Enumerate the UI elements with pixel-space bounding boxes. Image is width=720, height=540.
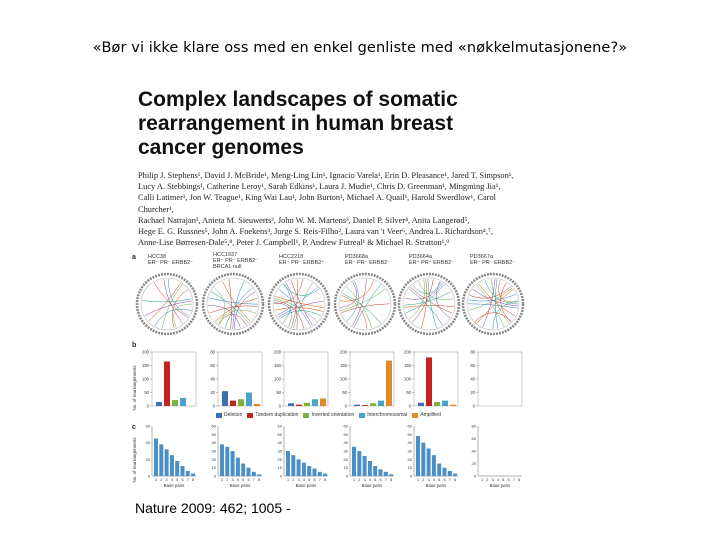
y-tick-label: 100 <box>404 376 411 382</box>
x-tick-label: 8 <box>192 478 195 482</box>
y-tick-label: 150 <box>340 363 347 368</box>
histogram-bar <box>384 472 388 476</box>
x-tick-label: 3 <box>491 478 494 482</box>
bar <box>222 391 228 406</box>
legend-label: Inverted orientation <box>311 412 355 418</box>
x-tick-label: 3 <box>165 478 168 482</box>
y-tick-label: 50 <box>277 431 282 437</box>
legend-swatch <box>359 413 365 418</box>
author-line: Lucy A. Stebbings¹, Catherine Leroy¹, Sarah Edkins¹, Laura J. Mudie¹, Chris D. Greenman¹, Mingming Jia¹, <box>138 182 501 192</box>
y-tick-label: 0 <box>212 403 215 409</box>
histogram-bar <box>421 443 425 476</box>
x-tick-label: 3 <box>297 478 300 482</box>
y-tick-label: 200 <box>404 349 411 355</box>
y-tick-label: 0 <box>408 403 411 409</box>
panel-label-b: b <box>132 342 137 349</box>
sample-name: PD3664a <box>409 254 432 260</box>
bar <box>246 393 252 407</box>
histogram-bar <box>302 463 306 476</box>
bar <box>230 401 236 406</box>
x-tick-label: 3 <box>363 478 366 482</box>
panel-label-a: a <box>132 254 136 261</box>
x-tick-label: 8 <box>324 478 327 482</box>
x-tick-label: 1 <box>352 478 356 482</box>
slide-title: «Bør vi ikke klare oss med en enkel genliste med «nøkkelmutasjonene?» <box>92 40 628 56</box>
y-tick-label: 0 <box>345 473 348 479</box>
x-tick-label: 5 <box>374 478 377 482</box>
sample-status: ER⁺ PR⁺ ERBB2⁻ <box>409 260 455 266</box>
sample-status: ER⁻ PR⁻ ERBB2⁻ <box>345 260 391 266</box>
y-tick-label: 30 <box>211 448 216 454</box>
x-tick-label: 2 <box>422 478 425 482</box>
paper-figure <box>128 248 528 498</box>
citation: Nature 2009: 462; 1005 - <box>135 500 291 516</box>
y-tick-label: 40 <box>211 440 216 446</box>
bar <box>320 398 326 406</box>
y-tick-label: 200 <box>142 349 149 355</box>
x-tick-label: 1 <box>220 478 224 482</box>
x-axis-label: Base pairs <box>229 483 251 488</box>
legend-item <box>216 412 242 418</box>
x-tick-label: 1 <box>416 478 420 482</box>
sample-status: ER⁻ PR⁻ ERBB2⁻ <box>470 260 516 266</box>
x-tick-label: 8 <box>454 478 457 482</box>
bar-plot-frame <box>284 352 328 406</box>
x-tick-label: 8 <box>390 478 393 482</box>
y-tick-label: 30 <box>277 448 282 454</box>
histogram-bar <box>225 447 229 476</box>
y-tick-label: 40 <box>470 376 475 382</box>
histogram-bar <box>379 469 383 476</box>
y-tick-label: 60 <box>210 363 215 368</box>
y-tick-label: 10 <box>277 465 282 471</box>
x-tick-label: 2 <box>160 478 163 482</box>
y-tick-label: 60 <box>145 423 150 429</box>
bar <box>254 404 260 406</box>
x-tick-label: 1 <box>480 478 484 482</box>
x-tick-label: 7 <box>448 478 451 482</box>
b-ylabel: No. of rearrangements <box>132 365 137 411</box>
bar <box>442 401 448 406</box>
histogram-bar <box>313 469 317 477</box>
panel-label-c: c <box>132 424 136 431</box>
circos-inner <box>141 278 193 330</box>
x-tick-label: 6 <box>181 478 184 482</box>
y-tick-label: 100 <box>274 376 281 382</box>
histogram-bar <box>236 458 240 476</box>
histogram-bar <box>252 472 256 476</box>
legend-item <box>303 412 354 418</box>
y-tick-label: 0 <box>344 403 347 409</box>
y-tick-label: 40 <box>471 448 476 454</box>
y-tick-label: 20 <box>211 456 216 462</box>
histogram-bar <box>181 466 185 476</box>
histogram-bar <box>191 474 195 477</box>
x-tick-label: 7 <box>512 478 515 482</box>
bar <box>434 402 440 406</box>
x-tick-label: 4 <box>302 478 305 482</box>
histogram-bar <box>427 449 431 477</box>
histogram-bar <box>159 444 163 476</box>
x-tick-label: 4 <box>368 478 371 482</box>
histogram-bar <box>363 456 367 476</box>
legend-item <box>247 412 298 418</box>
x-tick-label: 2 <box>358 478 361 482</box>
x-tick-label: 7 <box>384 478 387 482</box>
x-tick-label: 6 <box>313 478 316 482</box>
sample-status: ER⁻ PR⁻ ERBB2⁻ <box>213 258 259 264</box>
histogram-bar <box>220 444 224 476</box>
bar <box>296 405 302 406</box>
y-tick-label: 10 <box>343 465 348 471</box>
paper-title: Complex landscapes of somatic rearrangement in human breast cancer genomes <box>138 88 458 159</box>
histogram-bar <box>170 455 174 476</box>
y-tick-label: 20 <box>471 461 476 466</box>
y-tick-label: 20 <box>145 456 150 462</box>
y-tick-label: 0 <box>409 473 412 479</box>
x-tick-label: 5 <box>242 478 245 482</box>
y-tick-label: 50 <box>342 390 347 395</box>
histogram-bar <box>432 455 436 476</box>
c-ylabel: No. of rearrangements <box>132 437 137 483</box>
histogram-bar <box>352 447 356 476</box>
bar <box>312 399 318 406</box>
sample-name: HCC2218 <box>279 254 304 260</box>
x-tick-label: 4 <box>496 478 499 482</box>
y-tick-label: 150 <box>404 363 411 368</box>
histogram-bar <box>323 474 327 477</box>
x-tick-label: 4 <box>432 478 435 482</box>
x-tick-label: 3 <box>427 478 430 482</box>
bar-plot-frame <box>152 352 196 406</box>
y-tick-label: 50 <box>144 390 149 395</box>
y-tick-label: 60 <box>471 436 476 441</box>
x-tick-label: 5 <box>438 478 441 482</box>
bar <box>172 400 178 406</box>
circos-inner <box>273 278 325 330</box>
y-tick-label: 80 <box>470 349 475 355</box>
legend-label: Deletion <box>224 412 243 418</box>
x-tick-label: 6 <box>507 478 510 482</box>
sample-name: PD3668a <box>345 254 368 260</box>
x-tick-label: 7 <box>318 478 321 482</box>
y-tick-label: 60 <box>343 423 348 429</box>
y-tick-label: 20 <box>470 390 475 395</box>
y-tick-label: 0 <box>278 403 281 409</box>
y-tick-label: 60 <box>211 423 216 429</box>
y-tick-label: 0 <box>472 403 475 409</box>
y-tick-label: 10 <box>407 465 412 471</box>
x-tick-label: 4 <box>170 478 173 482</box>
y-tick-label: 150 <box>274 363 281 368</box>
histogram-bar <box>257 474 261 476</box>
y-tick-label: 40 <box>277 440 282 446</box>
y-tick-label: 50 <box>406 390 411 395</box>
sample-name: PD3667a <box>470 254 493 260</box>
y-tick-label: 60 <box>470 363 475 368</box>
y-tick-label: 0 <box>146 403 149 409</box>
histogram-bar <box>297 459 301 476</box>
y-tick-label: 0 <box>279 473 282 479</box>
x-tick-label: 5 <box>308 478 311 482</box>
circos-inner <box>403 278 455 330</box>
y-tick-label: 0 <box>147 473 150 479</box>
bar <box>450 405 456 406</box>
x-tick-label: 1 <box>154 478 158 482</box>
sample-note: BRCA1 null <box>213 264 242 270</box>
sample-name: HCC1937 <box>213 252 238 258</box>
y-tick-label: 40 <box>210 376 215 382</box>
y-tick-label: 40 <box>145 440 150 446</box>
x-tick-label: 8 <box>518 478 521 482</box>
x-tick-label: 8 <box>258 478 261 482</box>
x-axis-label: Base pairs <box>295 483 317 488</box>
histogram-bar <box>286 451 290 476</box>
bar <box>426 357 432 406</box>
x-tick-label: 7 <box>186 478 189 482</box>
y-tick-label: 100 <box>142 376 149 382</box>
breakpoint-histograms <box>146 424 522 489</box>
bar <box>304 403 310 406</box>
x-axis-label: Base pairs <box>489 483 511 488</box>
figure-graphics <box>128 248 528 498</box>
y-tick-label: 50 <box>407 431 412 437</box>
y-tick-label: 50 <box>343 431 348 437</box>
bar-plot-frame <box>478 352 522 406</box>
histogram-bar <box>175 461 179 476</box>
bar <box>288 403 294 406</box>
bar-plot-frame <box>414 352 458 406</box>
legend-label: Interchromosomal <box>367 412 408 418</box>
y-tick-label: 150 <box>142 363 149 368</box>
y-tick-label: 200 <box>340 349 347 355</box>
author-line: Hege E. G. Russnes⁵, John A. Foekens³, Jorge S. Reis-Filho², Laura van 't Veer⁶, Andrea L. Richardson⁴,⁷, <box>138 227 493 237</box>
author-line: Calli Latimer¹, Jon W. Teague¹, King Wai Lau¹, John Burton¹, Michael A. Quail¹, Harold Swerdlow¹, Carol Churcher¹, <box>138 193 496 214</box>
histogram-bar <box>453 474 457 477</box>
histogram-bar <box>186 471 190 476</box>
histogram-bar <box>448 471 452 476</box>
author-line: Philip J. Stephens¹, David J. McBride¹, Meng-Ling Lin¹, Ignacio Varela¹, Erin D. Pleasance¹, Jared T. Simpson¹, <box>138 171 514 180</box>
y-tick-label: 40 <box>343 440 348 446</box>
legend-item <box>359 412 407 418</box>
circos-plots <box>137 274 523 334</box>
bar <box>354 405 360 406</box>
legend-item <box>412 412 441 418</box>
legend-swatch <box>216 413 222 418</box>
sample-name: HCC38 <box>148 254 167 260</box>
x-tick-label: 2 <box>486 478 489 482</box>
rearrangement-type-charts <box>142 350 522 409</box>
legend-label: Tandem duplication <box>255 412 299 418</box>
y-tick-label: 60 <box>407 423 412 429</box>
bar <box>378 401 384 406</box>
histogram-bar <box>389 474 393 476</box>
y-tick-label: 20 <box>407 456 412 462</box>
x-tick-label: 6 <box>443 478 446 482</box>
histogram-bar <box>247 468 251 476</box>
x-axis-label: Base pairs <box>361 483 383 488</box>
y-tick-label: 20 <box>210 390 215 395</box>
author-line: Rachael Natrajan², Anieta M. Sieuwerts³, John W. M. Martens³, Daniel P. Silver⁴, Anita Langerød⁵, <box>138 215 470 225</box>
histogram-bar <box>291 455 295 476</box>
figure-legend <box>216 411 516 419</box>
histogram-bar <box>307 466 311 476</box>
author-line: Anne-Lise Børresen-Dale⁵,⁸, Peter J. Campbell¹, P. Andrew Futreal¹ & Michael R. Stratton¹,⁹ <box>138 238 450 248</box>
bar <box>238 399 244 406</box>
y-tick-label: 20 <box>277 456 282 462</box>
sample-status: ER⁻ PR⁻ ERBB2⁻ <box>148 260 194 266</box>
histogram-bar <box>357 451 361 476</box>
x-tick-label: 2 <box>292 478 295 482</box>
x-tick-label: 4 <box>236 478 239 482</box>
y-tick-label: 100 <box>340 376 347 382</box>
x-tick-label: 5 <box>502 478 505 482</box>
y-tick-label: 30 <box>407 448 412 454</box>
bar <box>418 403 424 406</box>
x-tick-label: 2 <box>226 478 229 482</box>
bar <box>386 361 392 406</box>
paper-header <box>138 88 528 160</box>
legend-label: Amplified <box>420 412 441 418</box>
y-tick-label: 0 <box>473 473 476 479</box>
bar <box>370 403 376 406</box>
histogram-bar <box>318 472 322 476</box>
histogram-bar <box>416 436 420 476</box>
x-axis-label: Base pairs <box>163 483 185 488</box>
y-tick-label: 0 <box>213 473 216 479</box>
x-axis-label: Base pairs <box>425 483 447 488</box>
bar <box>156 402 162 406</box>
histogram-bar <box>373 466 377 476</box>
y-tick-label: 80 <box>210 349 215 355</box>
histogram-bar <box>368 461 372 476</box>
x-tick-label: 3 <box>231 478 234 482</box>
y-tick-label: 30 <box>343 448 348 454</box>
y-tick-label: 10 <box>211 465 216 471</box>
x-tick-label: 1 <box>286 478 290 482</box>
x-tick-label: 5 <box>176 478 179 482</box>
histogram-bar <box>231 451 235 476</box>
y-tick-label: 200 <box>274 349 281 355</box>
y-tick-label: 40 <box>407 440 412 446</box>
histogram-bar <box>437 464 441 477</box>
y-tick-label: 20 <box>343 456 348 462</box>
y-tick-label: 60 <box>277 423 282 429</box>
x-tick-label: 6 <box>379 478 382 482</box>
x-tick-label: 7 <box>252 478 255 482</box>
histogram-bar <box>241 464 245 477</box>
x-tick-label: 6 <box>247 478 250 482</box>
legend-swatch <box>303 413 309 418</box>
legend-swatch <box>247 413 253 418</box>
bar <box>362 405 368 406</box>
paper-authors <box>138 170 533 248</box>
y-tick-label: 50 <box>211 431 216 437</box>
histogram-bar <box>165 449 169 476</box>
y-tick-label: 50 <box>276 390 281 395</box>
y-tick-label: 80 <box>471 423 476 429</box>
bar <box>164 361 170 406</box>
sample-status: ER⁻ PR⁻ ERBB2⁺ <box>279 260 325 266</box>
histogram-bar <box>443 468 447 476</box>
legend-swatch <box>412 413 418 418</box>
histogram-bar <box>154 439 158 477</box>
bar <box>180 398 186 406</box>
